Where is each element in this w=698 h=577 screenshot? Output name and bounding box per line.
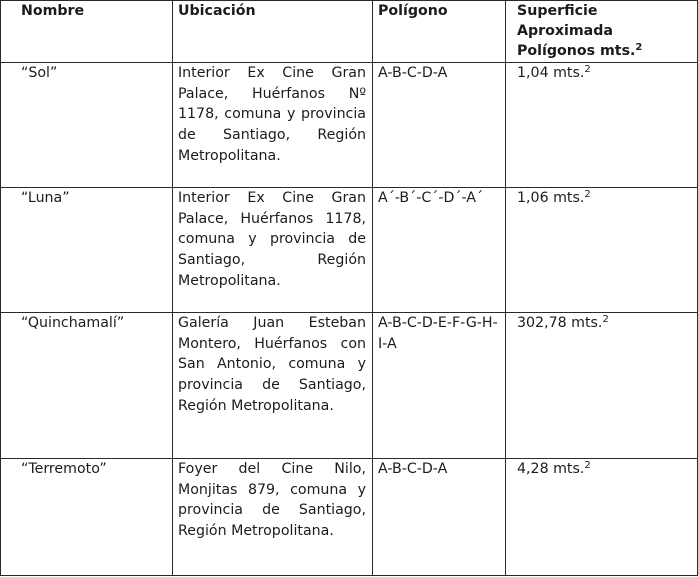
table-header-row: [1, 1, 698, 63]
cell-area-superscript: 2: [584, 189, 591, 200]
cell-area-superscript: 2: [584, 460, 591, 471]
cell-location: Interior Ex Cine Gran Palace, Huérfanos Nº 1178, comuna y provincia de Santiago, Región Metropolitana.: [173, 63, 373, 188]
header-area-superscript: 2: [635, 42, 643, 53]
cell-area: [506, 63, 698, 188]
cell-location: Foyer del Cine Nilo, Monjitas 879, comuna y provincia de Santiago, Región Metropolitana.: [173, 459, 373, 576]
table-row: [1, 313, 698, 459]
cell-area-superscript: 2: [584, 64, 591, 75]
cell-name: “Sol”: [1, 63, 173, 188]
table-row: [1, 459, 698, 576]
cell-polygon: A-B-C-D-A: [373, 63, 506, 188]
cell-area: [506, 313, 698, 459]
cell-location: Galería Juan Esteban Montero, Huérfanos con San Antonio, comuna y provincia de Santiago, Región Metropolitana.: [173, 313, 373, 459]
cell-location: Interior Ex Cine Gran Palace, Huérfanos 1178, comuna y provincia de Santiago, Región Metropolitana.: [173, 188, 373, 313]
header-name: Nombre: [1, 1, 173, 63]
table-row: [1, 63, 698, 188]
table-row: [1, 188, 698, 313]
cell-area-value: 4,28 mts.: [517, 461, 585, 477]
cell-polygon: A-B-C-D-E-F-G-H-I-A: [373, 313, 506, 459]
header-polygon: Polígono: [373, 1, 506, 63]
header-location: Ubicación: [173, 1, 373, 63]
header-area-text: Superficie Aproximada Polígonos mts.: [517, 3, 636, 59]
cell-area-value: 302,78 mts.: [517, 315, 603, 331]
cell-area: [506, 459, 698, 576]
cell-polygon: A´-B´-C´-D´-A´: [373, 188, 506, 313]
cell-name: “Quinchamalí”: [1, 313, 173, 459]
cell-name: “Terremoto”: [1, 459, 173, 576]
cell-name: “Luna”: [1, 188, 173, 313]
cell-area-value: 1,04 mts.: [517, 65, 585, 81]
cell-polygon: A-B-C-D-A: [373, 459, 506, 576]
header-area: [506, 1, 698, 63]
cell-area-value: 1,06 mts.: [517, 190, 585, 206]
cell-area: [506, 188, 698, 313]
cell-area-superscript: 2: [602, 314, 609, 325]
